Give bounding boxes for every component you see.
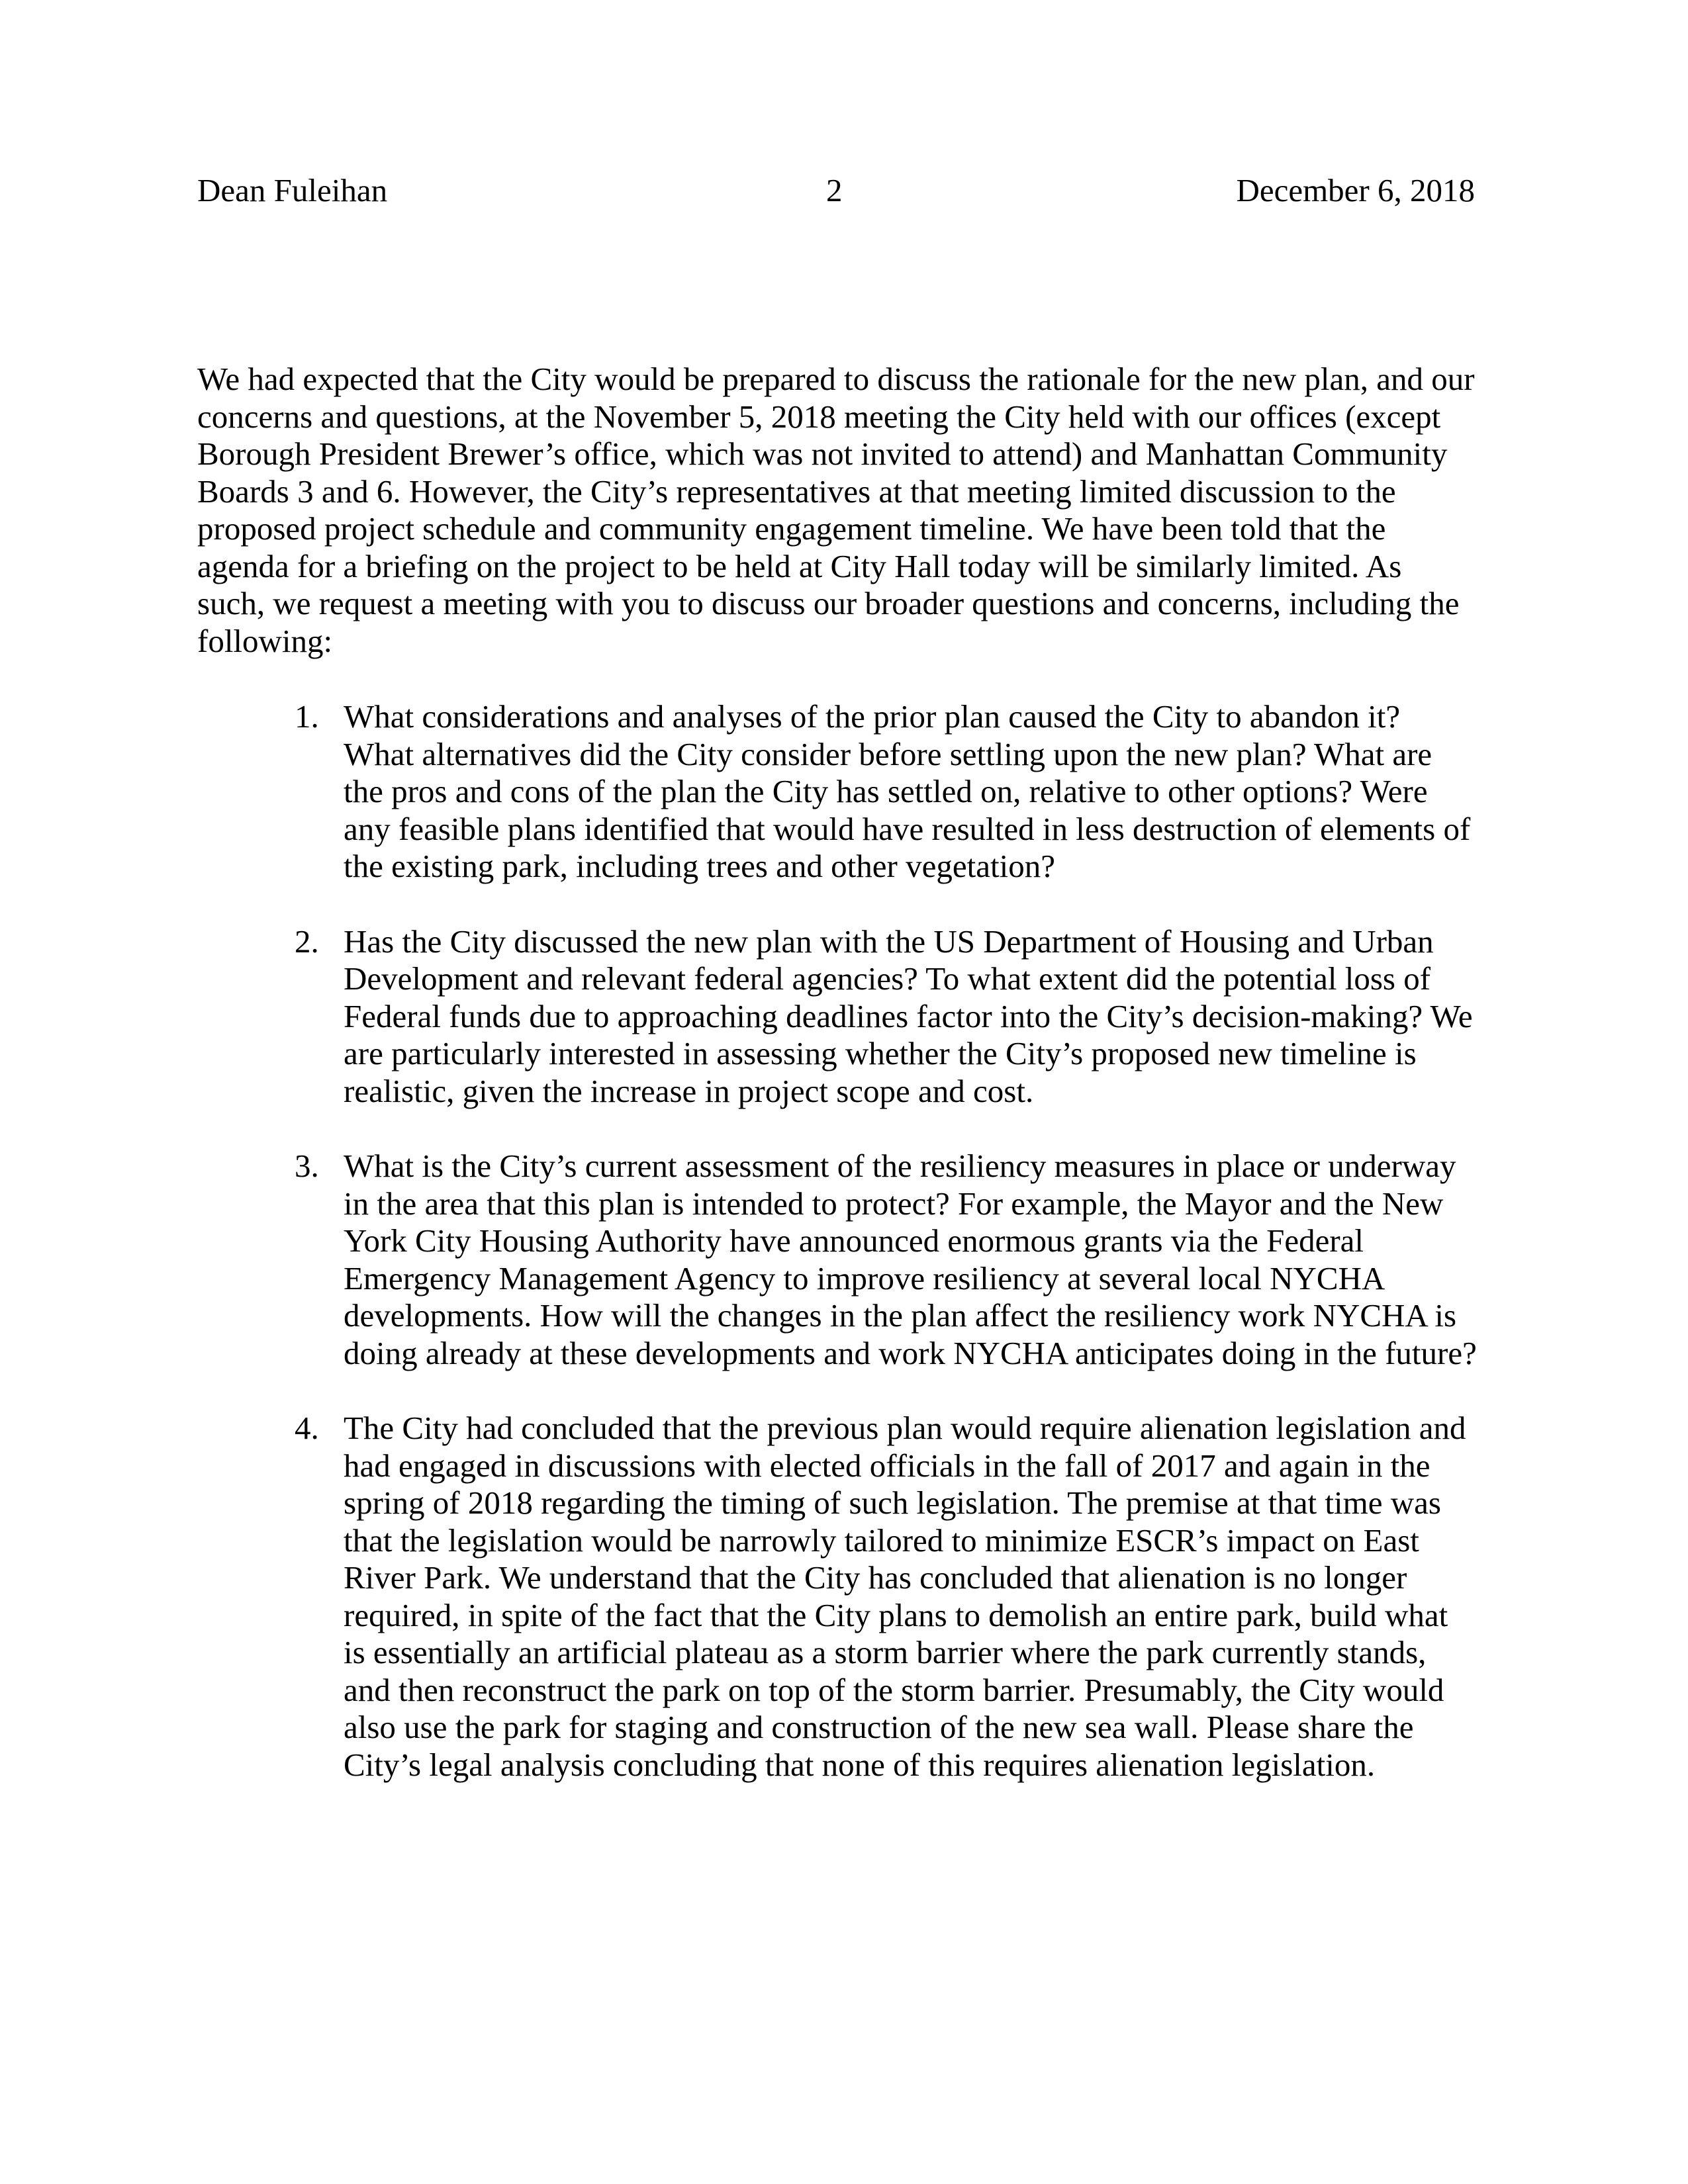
question-item-2 bbox=[197, 923, 1475, 1111]
question-text: The City had concluded that the previous plan would require alienation legislation and had engaged in discussions with elected officials in the fall of 2017 and again in the spring of 2018 regarding the timing of such legislation. The premise at that time was that the legislation would be narrowly tailored to minimize ESCR’s impact on East River Park. We understand that the City has concluded that alienation is no longer required, in spite of the fact that the City plans to demolish an entire park, build what is essentially an artificial plateau as a storm barrier where the park currently stands, and then reconstruct the park on top of the storm barrier. Presumably, the City would also use the park for staging and construction of the new sea wall. Please share the City’s legal analysis concluding that none of this requires alienation legislation. bbox=[344, 1410, 1466, 1783]
question-text: Has the City discussed the new plan with the US Department of Housing and Urban Development and relevant federal agencies? To what extent did the potential loss of Federal funds due to approaching deadlines factor into the City’s decision-making? We are particularly interested in assessing whether the City’s proposed new timeline is realistic, given the increase in project scope and cost. bbox=[344, 923, 1473, 1109]
question-number: 1. bbox=[295, 698, 319, 735]
letter-body bbox=[197, 361, 1475, 1821]
question-text: What is the City’s current assessment of the resiliency measures in place or underway in the area that this plan is intended to protect? For example, the Mayor and the New York City Housing Authority have announced enormous grants via the Federal Emergency Management Agency to improve resiliency at several local NYCHA developments. How will the changes in the plan affect the resiliency work NYCHA is doing already at these developments and work NYCHA anticipates doing in the future? bbox=[344, 1148, 1477, 1371]
question-number: 4. bbox=[295, 1410, 319, 1446]
question-number: 3. bbox=[295, 1148, 319, 1184]
header-recipient: Dean Fuleihan bbox=[197, 172, 388, 208]
question-list bbox=[197, 698, 1475, 1784]
question-item-4 bbox=[197, 1410, 1475, 1784]
intro-paragraph: We had expected that the City would be prepared to discuss the rationale for the new plan, and our concerns and questions, at the November 5, 2018 meeting the City held with our offices (except Borough President Brewer’s office, which was not invited to attend) and Manhattan Community Boards 3 and 6. However, the City’s representatives at that meeting limited discussion to the proposed project schedule and community engagement timeline. We have been told that the agenda for a briefing on the project to be held at City Hall today will be similarly limited. As such, we request a meeting with you to discuss our broader questions and concerns, including the following: bbox=[197, 361, 1475, 659]
question-text: What considerations and analyses of the prior plan caused the City to abandon it? What alternatives did the City consider before settling upon the new plan? What are the pros and cons of the plan the City has settled on, relative to other options? Were any feasible plans identified that would have resulted in less destruction of elements of the existing park, including trees and other vegetation? bbox=[344, 698, 1471, 884]
question-item-1 bbox=[197, 698, 1475, 886]
page-header bbox=[197, 171, 1475, 210]
header-date: December 6, 2018 bbox=[1236, 172, 1475, 208]
question-number: 2. bbox=[295, 923, 319, 960]
question-item-3 bbox=[197, 1148, 1475, 1372]
header-page-number: 2 bbox=[826, 172, 843, 208]
